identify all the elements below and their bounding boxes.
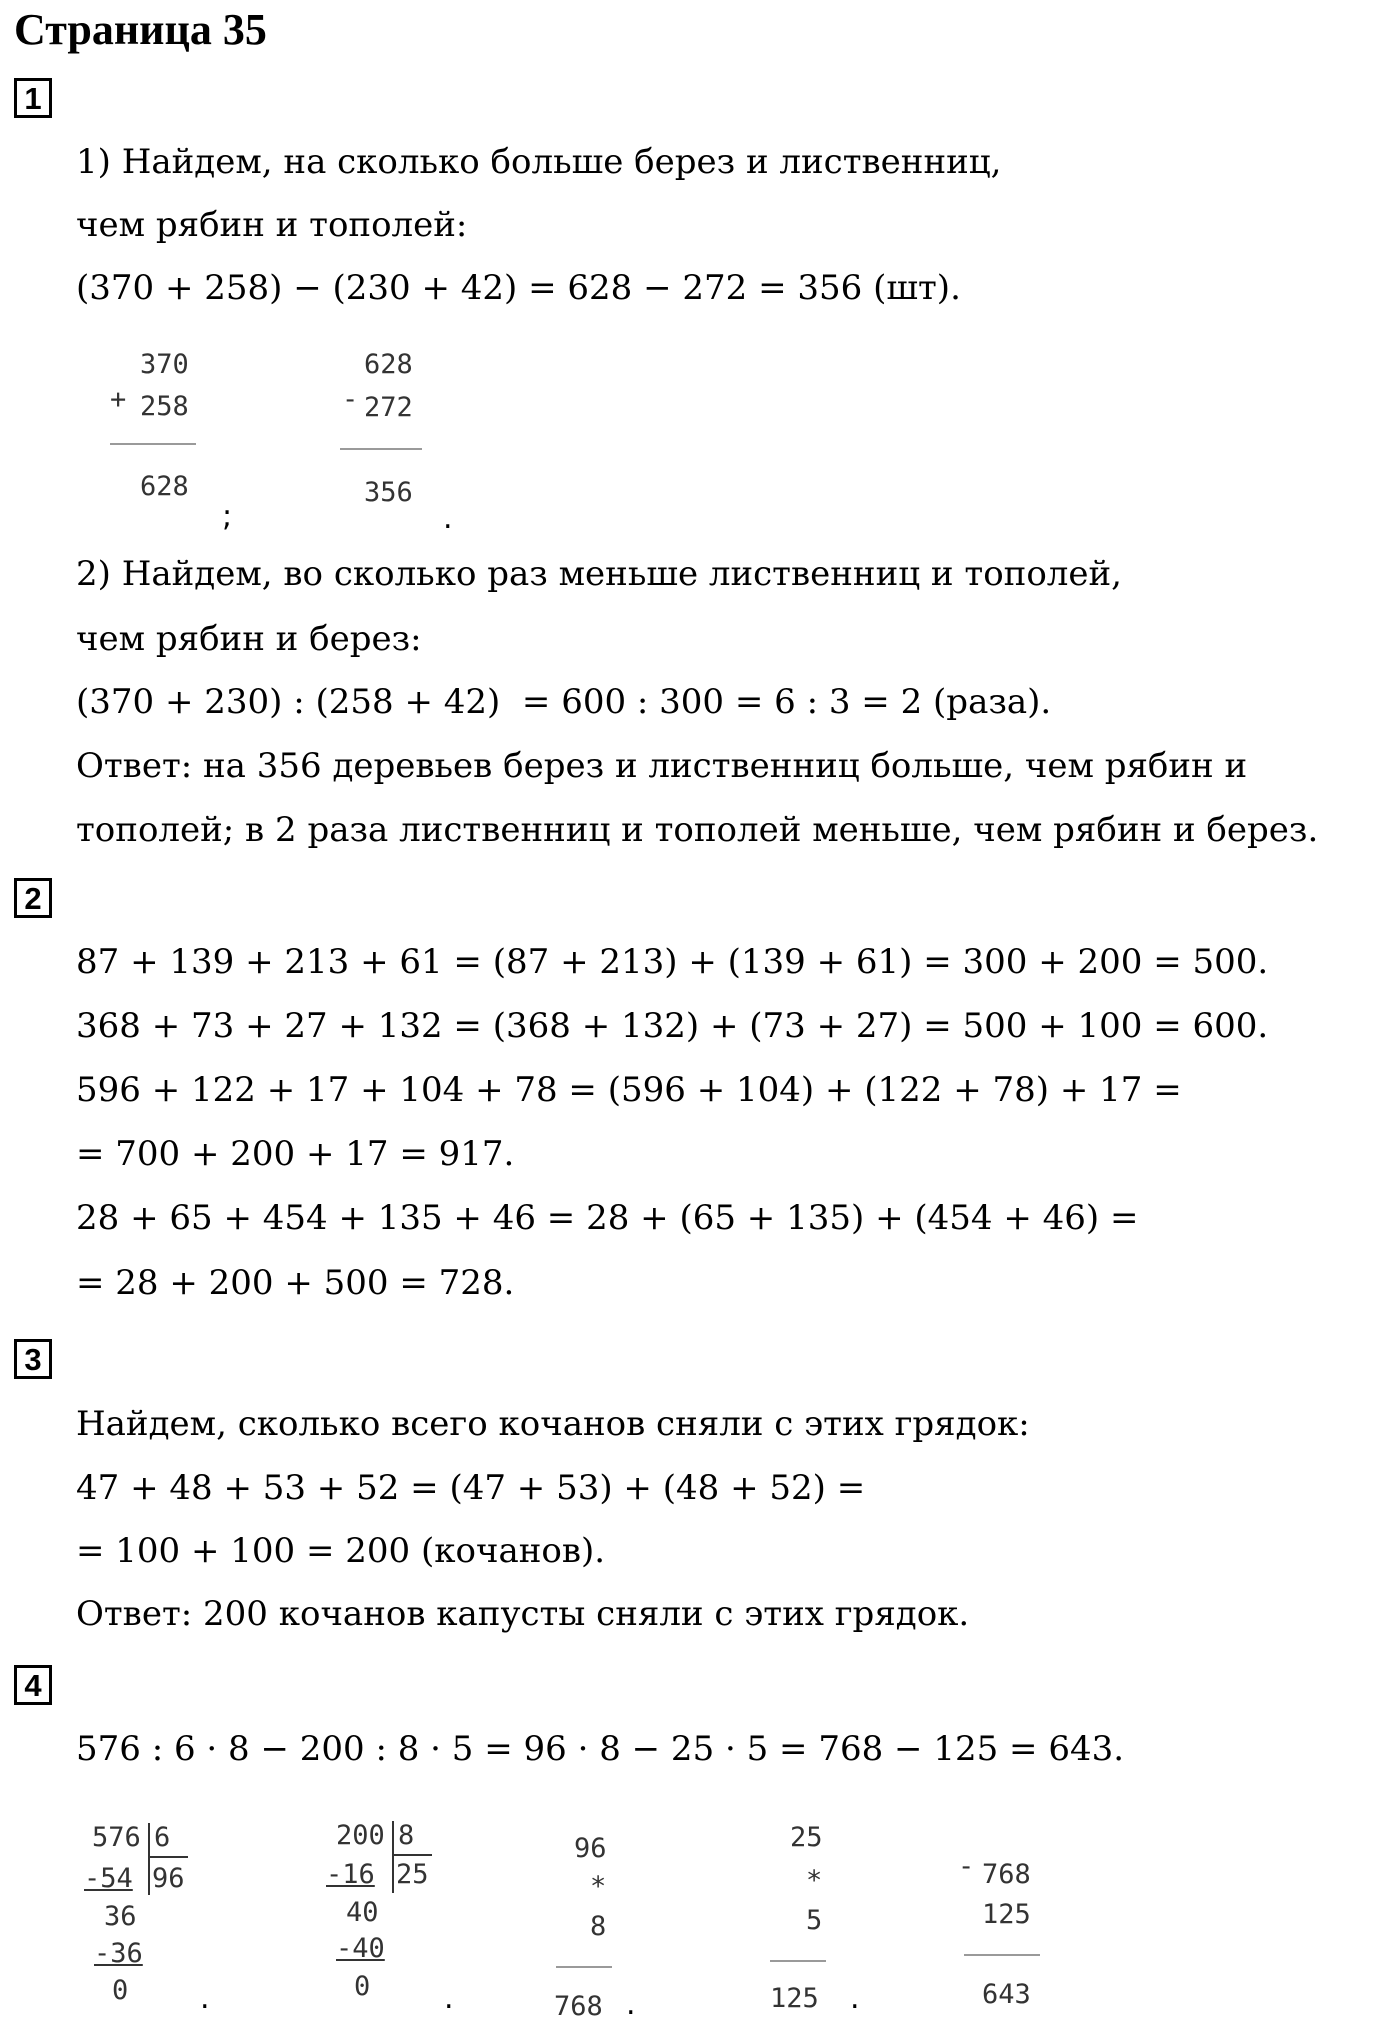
math-line: = 700 + 200 + 17 = 917. [76, 1134, 515, 1174]
product-line [770, 1960, 826, 1962]
math-line: 28 + 65 + 454 + 135 + 46 = 28 + (65 + 135) + (454 + 46) = [76, 1198, 1139, 1238]
difference-line [340, 448, 422, 450]
operand-bottom: 8 [590, 1911, 607, 1942]
quotient: 96 [152, 1863, 185, 1894]
operator-sign: * [590, 1871, 607, 1902]
dividend: 200 [336, 1820, 385, 1851]
operator-sign: - [342, 384, 359, 415]
subtrahend: -54 [84, 1863, 133, 1894]
operand-top: 370 [140, 349, 189, 380]
operand-bottom: 125 [982, 1899, 1031, 1930]
math-line: (370 + 230) : (258 + 42) = 600 : 300 = 6 : 3 = 2 (раза). [76, 682, 1052, 722]
result: 643 [982, 1979, 1031, 2010]
division-bar [148, 1856, 188, 1858]
remainder: 40 [346, 1897, 379, 1928]
product-line [556, 1966, 612, 1968]
math-line: 47 + 48 + 53 + 52 = (47 + 53) + (48 + 52) = [76, 1468, 866, 1508]
text-line: Найдем, сколько всего кочанов сняли с этих грядок: [76, 1404, 1030, 1444]
division-bar [392, 1821, 394, 1893]
operator-sign: + [110, 384, 127, 415]
punctuation: . [626, 1987, 636, 2022]
remainder: 0 [112, 1975, 129, 2006]
quotient: 25 [396, 1859, 429, 1890]
task-number-box: 4 [14, 1665, 52, 1705]
math-line: 87 + 139 + 213 + 61 = (87 + 213) + (139 + 61) = 300 + 200 = 500. [76, 942, 1269, 982]
operand-top: 96 [574, 1833, 607, 1864]
difference-line [964, 1954, 1040, 1956]
math-line: 596 + 122 + 17 + 104 + 78 = (596 + 104) + (122 + 78) + 17 = [76, 1070, 1182, 1110]
sum-line [110, 443, 196, 445]
divisor: 8 [398, 1820, 415, 1851]
subtrahend: -16 [326, 1859, 375, 1890]
text-line: 1) Найдем, на сколько больше берез и лиственниц, [76, 142, 1002, 182]
subtrahend: -40 [336, 1933, 385, 1964]
operand-bottom: 5 [806, 1905, 823, 1936]
text-line: чем рябин и берез: [76, 619, 422, 659]
operand-top: 628 [364, 349, 413, 380]
result: 356 [364, 477, 413, 508]
remainder: 36 [104, 1901, 137, 1932]
math-line: = 100 + 100 = 200 (кочанов). [76, 1531, 606, 1571]
dividend: 576 [92, 1822, 141, 1853]
division-bar [392, 1854, 432, 1856]
page-title: Страница 35 [14, 5, 267, 54]
task-number-box: 2 [14, 878, 52, 918]
task-number-box: 3 [14, 1339, 52, 1379]
punctuation: . [443, 501, 453, 536]
punctuation: ; [222, 499, 233, 534]
result: 628 [140, 471, 189, 502]
operator-sign: * [806, 1865, 823, 1896]
text-line: чем рябин и тополей: [76, 205, 468, 245]
operand-top: 25 [790, 1822, 823, 1853]
subtrahend: -36 [94, 1938, 143, 1969]
punctuation: . [200, 1981, 210, 2016]
division-bar [148, 1823, 150, 1895]
answer-line: Ответ: на 356 деревьев берез и лиственниц больше, чем рябин и [76, 746, 1248, 786]
answer-line: тополей; в 2 раза лиственниц и тополей меньше, чем рябин и берез. [76, 810, 1319, 850]
task-number-box: 1 [14, 78, 52, 118]
remainder: 0 [354, 1971, 371, 2002]
math-line: 576 : 6 · 8 − 200 : 8 · 5 = 96 · 8 − 25 · 5 = 768 − 125 = 643. [76, 1729, 1125, 1769]
operand-top: 768 [982, 1859, 1031, 1890]
punctuation: . [850, 1981, 860, 2016]
math-line: (370 + 258) − (230 + 42) = 628 − 272 = 356 (шт). [76, 268, 961, 308]
punctuation: . [444, 1981, 454, 2016]
answer-line: Ответ: 200 кочанов капусты сняли с этих грядок. [76, 1594, 970, 1634]
operator-sign: - [958, 1851, 975, 1882]
math-line: 368 + 73 + 27 + 132 = (368 + 132) + (73 + 27) = 500 + 100 = 600. [76, 1006, 1269, 1046]
operand-bottom: 258 [140, 391, 189, 422]
math-line: = 28 + 200 + 500 = 728. [76, 1263, 515, 1303]
text-line: 2) Найдем, во сколько раз меньше лиственниц и тополей, [76, 554, 1122, 594]
result: 125 [770, 1983, 819, 2014]
operand-bottom: 272 [364, 392, 413, 423]
divisor: 6 [154, 1822, 171, 1853]
result: 768 [554, 1991, 603, 2022]
